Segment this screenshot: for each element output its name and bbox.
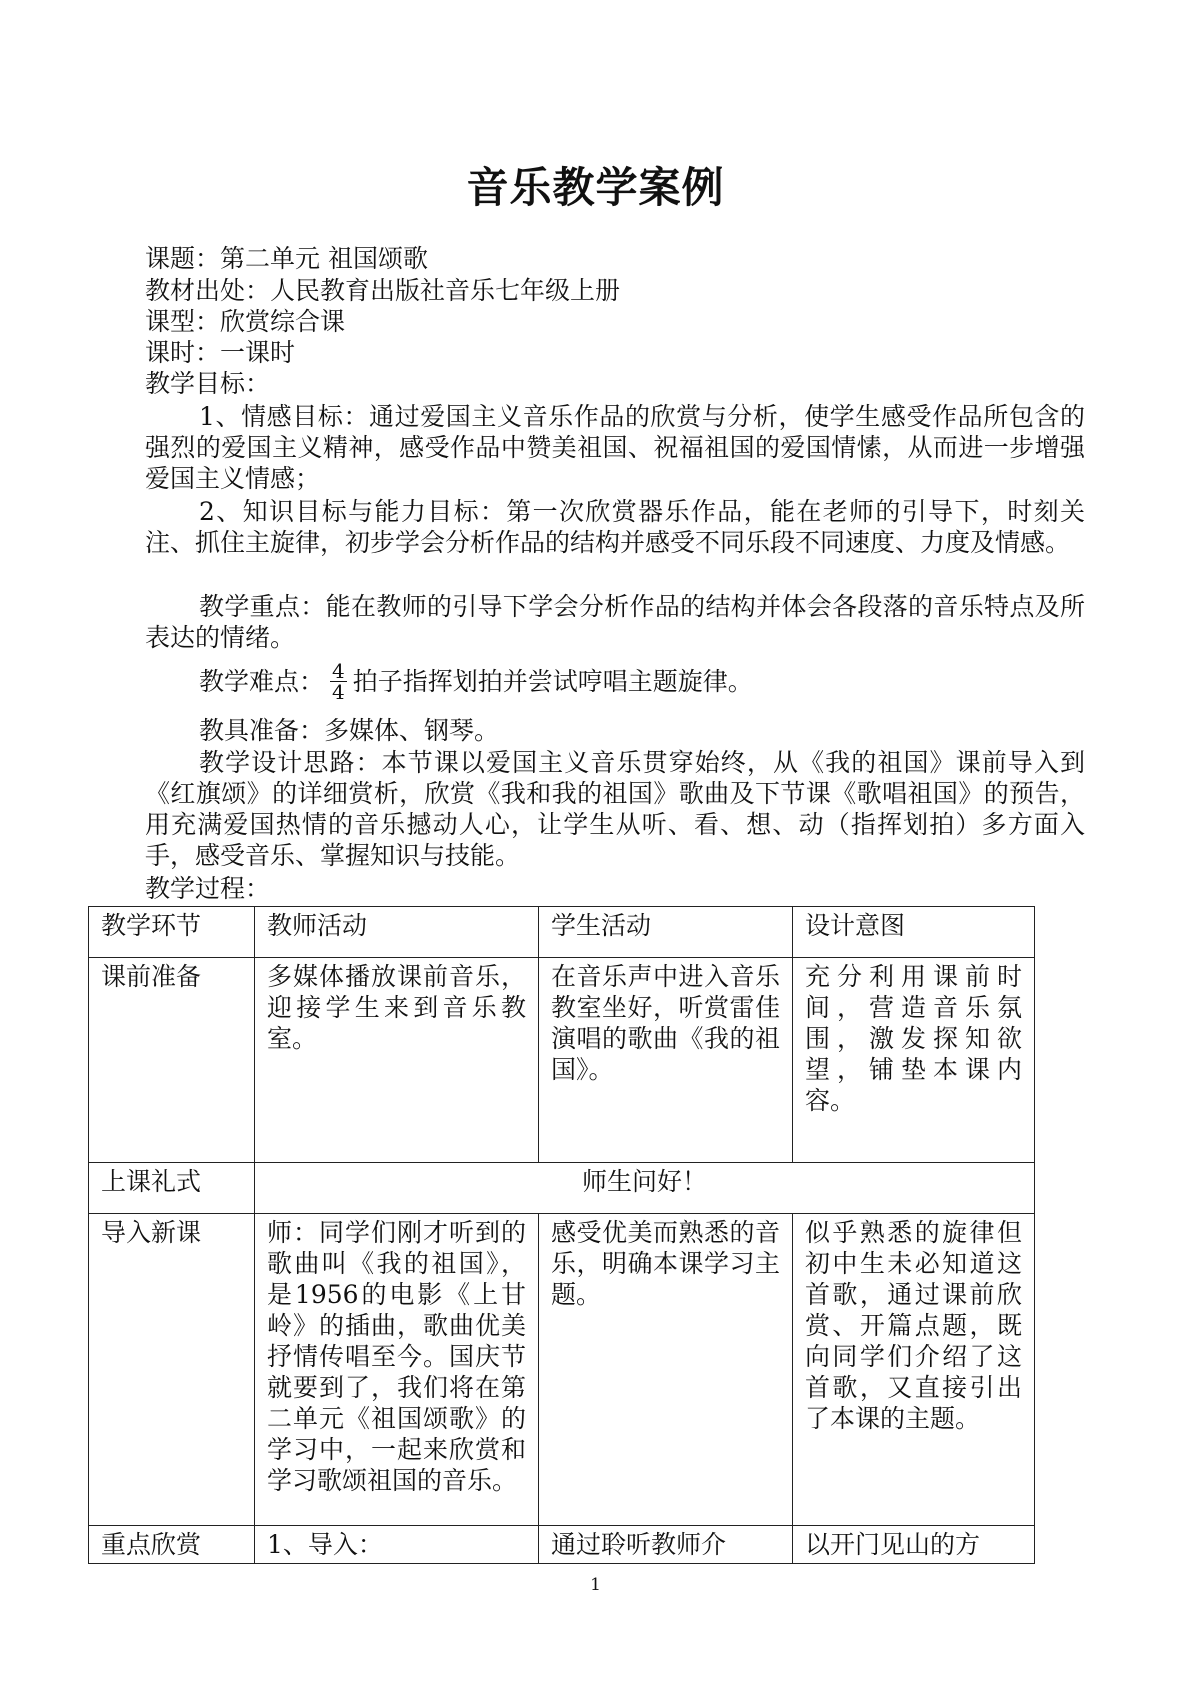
design-rationale: 教学设计思路：本节课以爱国主义音乐贯穿始终，从《我的祖国》课前导入到《红旗颂》的详细赏析，欣赏《我和我的祖国》歌曲及下节课《歌唱祖国》的预告，用充满爱国热情的音乐撼动人心，让学生从听、看、想、动（指挥划拍）多方面入手，感受音乐、掌握知识与技能。 (145, 748, 1085, 870)
intent-cell: 充分利用课前时间，营造音乐氛围，激发探知欲望，铺垫本课内容。 (793, 958, 1035, 1163)
fraction-denominator: 4 (332, 680, 345, 704)
header-stage: 教学环节 (89, 907, 255, 958)
header-student: 学生活动 (539, 907, 793, 958)
teaching-tools: 教具准备：多媒体、钢琴。 (199, 716, 500, 745)
teacher-cell: 多媒体播放课前音乐，迎接学生来到音乐教室。 (255, 958, 539, 1163)
teaching-process-table (88, 906, 1035, 1564)
difficulty-line (199, 659, 753, 704)
fraction-numerator: 4 (332, 659, 345, 683)
topic-line: 课题：第二单元 祖国颂歌 (145, 244, 428, 273)
intent-cell: 似乎熟悉的旋律但初中生未必知道这首歌，通过课前欣赏、开篇点题，既向同学们介绍了这首歌，又直接引出了本课的主题。 (793, 1214, 1035, 1526)
table-header-row (89, 907, 1035, 958)
header-teacher: 教师活动 (255, 907, 539, 958)
teacher-cell: 师：同学们刚才听到的歌曲叫《我的祖国》，是1956的电影《上甘岭》的插曲，歌曲优美抒情传唱至今。国庆节就要到了，我们将在第二单元《祖国颂歌》的学习中，一起来欣赏和学习歌颂祖国的音乐。 (255, 1214, 539, 1526)
difficulty-label: 教学难点： (199, 667, 325, 696)
student-cell: 通过聆听教师介 (539, 1526, 793, 1564)
goal-knowledge: 2、知识目标与能力目标：第一次欣赏器乐作品，能在老师的引导下，时刻关注、抓住主旋律，初步学会分析作品的结构并感受不同乐段不同速度、力度及情感。 (145, 497, 1085, 557)
table-row (89, 1214, 1035, 1526)
merged-cell: 师生问好！ (255, 1163, 1035, 1214)
table-row (89, 958, 1035, 1163)
student-cell: 在音乐声中进入音乐教室坐好，听赏雷佳演唱的歌曲《我的祖国》。 (539, 958, 793, 1163)
header-intent: 设计意图 (793, 907, 1035, 958)
goals-heading: 教学目标： (145, 369, 271, 398)
stage-cell: 上课礼式 (89, 1163, 255, 1214)
duration-line: 课时：一课时 (145, 338, 296, 367)
time-signature-fraction (330, 661, 347, 702)
lesson-type-line: 课型：欣赏综合课 (145, 307, 346, 336)
table-row (89, 1526, 1035, 1564)
intent-cell: 以开门见山的方 (793, 1526, 1035, 1564)
page-title: 音乐教学案例 (466, 163, 725, 212)
textbook-line: 教材出处：人民教育出版社音乐七年级上册 (145, 276, 621, 305)
student-cell: 感受优美而熟悉的音乐，明确本课学习主题。 (539, 1214, 793, 1526)
stage-cell: 重点欣赏 (89, 1526, 255, 1564)
stage-cell: 导入新课 (89, 1214, 255, 1526)
teacher-cell: 1、导入： (255, 1526, 539, 1564)
goal-emotional: 1、情感目标：通过爱国主义音乐作品的欣赏与分析，使学生感受作品所包含的强烈的爱国主义精神，感受作品中赞美祖国、祝福祖国的爱国情愫，从而进一步增强爱国主义情感； (145, 402, 1085, 493)
difficulty-text: 拍子指挥划拍并尝试哼唱主题旋律。 (352, 667, 753, 696)
process-heading: 教学过程： (145, 874, 271, 903)
stage-cell: 课前准备 (89, 958, 255, 1163)
key-point: 教学重点：能在教师的引导下学会分析作品的结构并体会各段落的音乐特点及所表达的情绪。 (145, 592, 1085, 652)
page-number: 1 (590, 1575, 601, 1595)
table-row (89, 1163, 1035, 1214)
